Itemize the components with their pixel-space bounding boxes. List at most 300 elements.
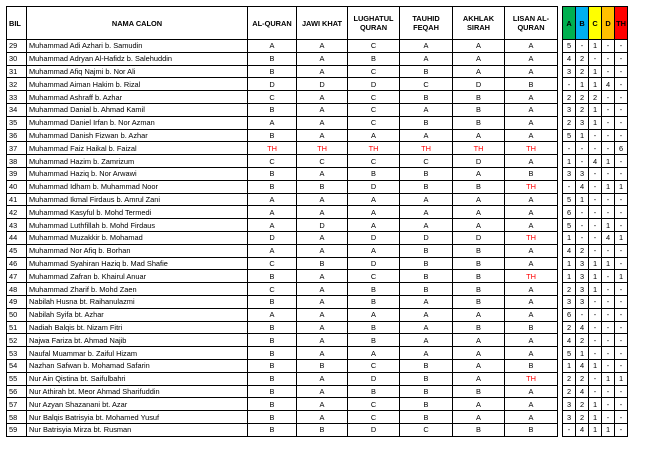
row-grade-lisan-al-quran: A xyxy=(505,219,558,232)
row-grade-lughatul-quran: D xyxy=(348,257,400,270)
row-count-d: - xyxy=(602,193,615,206)
row-count-d: 4 xyxy=(602,78,615,91)
row-count-d: - xyxy=(602,359,615,372)
row-grade-lisan-al-quran: A xyxy=(505,347,558,360)
row-bil: 53 xyxy=(7,347,27,360)
row-count-th: - xyxy=(615,129,628,142)
header-grade-b: B xyxy=(576,7,589,40)
table-row xyxy=(7,52,628,65)
row-count-b: 1 xyxy=(576,193,589,206)
row-grade-lisan-al-quran: A xyxy=(505,193,558,206)
row-count-a: 5 xyxy=(563,219,576,232)
row-count-d: - xyxy=(602,40,615,53)
row-count-th: - xyxy=(615,116,628,129)
row-grade-lughatul-quran: C xyxy=(348,411,400,424)
table-row xyxy=(7,321,628,334)
header-grade-th: TH xyxy=(615,7,628,40)
row-grade-al-quran: A xyxy=(248,308,297,321)
row-count-d: - xyxy=(602,52,615,65)
row-grade-tauhid-feqah: A xyxy=(400,40,453,53)
row-grade-al-quran: C xyxy=(248,257,297,270)
row-grade-akhlak-sirah: A xyxy=(453,129,505,142)
row-grade-lughatul-quran: B xyxy=(348,167,400,180)
table-row xyxy=(7,103,628,116)
row-count-a: 5 xyxy=(563,40,576,53)
row-grade-jawi-khat: A xyxy=(297,40,348,53)
row-grade-lughatul-quran: A xyxy=(348,244,400,257)
row-bil: 56 xyxy=(7,385,27,398)
row-count-th: - xyxy=(615,359,628,372)
row-grade-al-quran: A xyxy=(248,244,297,257)
row-grade-lughatul-quran: C xyxy=(348,270,400,283)
row-nama-calon: Nur Athirah bt. Meor Ahmad Sharifuddin xyxy=(27,385,248,398)
header-al-quran: AL-QURAN xyxy=(248,7,297,40)
row-nama-calon: Nazhan Safwan b. Mohamad Safarin xyxy=(27,359,248,372)
header-tauhid-feqah: TAUHID FEQAH xyxy=(400,7,453,40)
row-grade-al-quran: B xyxy=(248,180,297,193)
row-grade-lughatul-quran: A xyxy=(348,347,400,360)
row-count-th: 1 xyxy=(615,231,628,244)
row-count-a: 2 xyxy=(563,283,576,296)
row-grade-lisan-al-quran: A xyxy=(505,155,558,168)
row-grade-lisan-al-quran: A xyxy=(505,283,558,296)
row-count-a: - xyxy=(563,423,576,436)
row-count-a: 3 xyxy=(563,411,576,424)
row-count-b: - xyxy=(576,155,589,168)
table-row xyxy=(7,423,628,436)
row-count-th: - xyxy=(615,193,628,206)
row-count-d: 1 xyxy=(602,155,615,168)
row-count-a: 5 xyxy=(563,193,576,206)
row-grade-lisan-al-quran: A xyxy=(505,257,558,270)
row-grade-lisan-al-quran: A xyxy=(505,65,558,78)
row-bil: 29 xyxy=(7,40,27,53)
row-grade-tauhid-feqah: A xyxy=(400,347,453,360)
row-bil: 47 xyxy=(7,270,27,283)
row-count-c: - xyxy=(589,142,602,155)
row-count-d: - xyxy=(602,334,615,347)
row-count-a: 2 xyxy=(563,91,576,104)
row-grade-tauhid-feqah: A xyxy=(400,103,453,116)
row-grade-lisan-al-quran: A xyxy=(505,308,558,321)
row-nama-calon: Muhammad Idham b. Muhammad Noor xyxy=(27,180,248,193)
row-bil: 43 xyxy=(7,219,27,232)
row-grade-lisan-al-quran: B xyxy=(505,167,558,180)
row-count-a: 3 xyxy=(563,65,576,78)
row-bil: 55 xyxy=(7,372,27,385)
row-grade-lisan-al-quran: B xyxy=(505,359,558,372)
row-grade-al-quran: C xyxy=(248,155,297,168)
row-grade-tauhid-feqah: B xyxy=(400,411,453,424)
row-grade-lisan-al-quran: A xyxy=(505,129,558,142)
row-grade-tauhid-feqah: A xyxy=(400,206,453,219)
row-count-c: - xyxy=(589,219,602,232)
table-row xyxy=(7,283,628,296)
row-nama-calon: Nur Batrisyia Mirza bt. Rusman xyxy=(27,423,248,436)
row-grade-lughatul-quran: C xyxy=(348,116,400,129)
header-grade-d: D xyxy=(602,7,615,40)
row-nama-calon: Muhammad Ikmal Firdaus b. Amrul Zani xyxy=(27,193,248,206)
table-row xyxy=(7,129,628,142)
row-count-b: - xyxy=(576,142,589,155)
row-count-d: - xyxy=(602,283,615,296)
row-grade-lughatul-quran: A xyxy=(348,193,400,206)
row-grade-tauhid-feqah: C xyxy=(400,155,453,168)
row-count-th: - xyxy=(615,65,628,78)
row-grade-tauhid-feqah: D xyxy=(400,231,453,244)
row-count-d: - xyxy=(602,244,615,257)
row-bil: 39 xyxy=(7,167,27,180)
row-count-d: - xyxy=(602,167,615,180)
row-bil: 45 xyxy=(7,244,27,257)
row-count-a: - xyxy=(563,78,576,91)
row-count-c: - xyxy=(589,52,602,65)
row-grade-jawi-khat: A xyxy=(297,193,348,206)
row-grade-al-quran: B xyxy=(248,52,297,65)
row-count-d: - xyxy=(602,308,615,321)
row-count-c: 1 xyxy=(589,398,602,411)
table-row xyxy=(7,244,628,257)
row-grade-jawi-khat: D xyxy=(297,78,348,91)
row-grade-jawi-khat: A xyxy=(297,321,348,334)
row-count-b: - xyxy=(576,219,589,232)
row-grade-akhlak-sirah: B xyxy=(453,423,505,436)
row-bil: 44 xyxy=(7,231,27,244)
row-grade-jawi-khat: A xyxy=(297,270,348,283)
row-bil: 41 xyxy=(7,193,27,206)
row-grade-lughatul-quran: C xyxy=(348,40,400,53)
row-grade-tauhid-feqah: A xyxy=(400,308,453,321)
row-grade-lisan-al-quran: A xyxy=(505,206,558,219)
row-grade-akhlak-sirah: B xyxy=(453,244,505,257)
row-grade-akhlak-sirah: B xyxy=(453,270,505,283)
row-nama-calon: Muhammad Daniel Irfan b. Nor Azman xyxy=(27,116,248,129)
table-row xyxy=(7,65,628,78)
row-grade-akhlak-sirah: A xyxy=(453,65,505,78)
row-grade-lughatul-quran: A xyxy=(348,206,400,219)
row-nama-calon: Nabilah Syifa bt. Azhar xyxy=(27,308,248,321)
row-grade-tauhid-feqah: B xyxy=(400,180,453,193)
row-nama-calon: Nadiah Balqis bt. Nizam Fitri xyxy=(27,321,248,334)
row-grade-lisan-al-quran: A xyxy=(505,398,558,411)
row-grade-al-quran: A xyxy=(248,116,297,129)
row-grade-al-quran: D xyxy=(248,78,297,91)
row-nama-calon: Nur Balqis Batrisyia bt. Mohamed Yusuf xyxy=(27,411,248,424)
row-count-th: - xyxy=(615,321,628,334)
row-grade-lughatul-quran: D xyxy=(348,78,400,91)
row-bil: 46 xyxy=(7,257,27,270)
row-count-c: - xyxy=(589,180,602,193)
row-count-d: - xyxy=(602,65,615,78)
row-count-a: 1 xyxy=(563,270,576,283)
row-bil: 50 xyxy=(7,308,27,321)
row-count-b: - xyxy=(576,231,589,244)
row-count-b: 2 xyxy=(576,411,589,424)
row-nama-calon: Nur Ain Qistina bt. Saifulbahri xyxy=(27,372,248,385)
row-count-th: - xyxy=(615,52,628,65)
row-count-th: - xyxy=(615,206,628,219)
row-count-b: 2 xyxy=(576,334,589,347)
row-grade-akhlak-sirah: TH xyxy=(453,142,505,155)
row-nama-calon: Muhammad Aiman Hakim b. Rizal xyxy=(27,78,248,91)
table-row xyxy=(7,142,628,155)
results-sheet xyxy=(6,6,628,437)
row-grade-tauhid-feqah: A xyxy=(400,219,453,232)
row-grade-lughatul-quran: A xyxy=(348,308,400,321)
row-count-th: - xyxy=(615,103,628,116)
row-grade-akhlak-sirah: A xyxy=(453,372,505,385)
row-count-c: - xyxy=(589,347,602,360)
row-grade-lisan-al-quran: A xyxy=(505,103,558,116)
row-bil: 57 xyxy=(7,398,27,411)
row-nama-calon: Muhammad Nor Afiq b. Borhan xyxy=(27,244,248,257)
row-count-a: 1 xyxy=(563,359,576,372)
row-grade-akhlak-sirah: A xyxy=(453,40,505,53)
row-count-c: 2 xyxy=(589,91,602,104)
row-grade-tauhid-feqah: A xyxy=(400,129,453,142)
row-count-b: 4 xyxy=(576,423,589,436)
row-count-d: 1 xyxy=(602,219,615,232)
row-grade-akhlak-sirah: D xyxy=(453,78,505,91)
row-count-b: 3 xyxy=(576,257,589,270)
row-grade-lisan-al-quran: TH xyxy=(505,372,558,385)
row-count-b: 3 xyxy=(576,295,589,308)
row-count-d: - xyxy=(602,385,615,398)
row-count-c: 1 xyxy=(589,359,602,372)
row-grade-al-quran: B xyxy=(248,372,297,385)
row-bil: 36 xyxy=(7,129,27,142)
row-grade-al-quran: B xyxy=(248,103,297,116)
header-lughatul-quran: LUGHATUL QURAN xyxy=(348,7,400,40)
row-count-b: - xyxy=(576,206,589,219)
row-nama-calon: Muhammad Danish Fizwan b. Azhar xyxy=(27,129,248,142)
row-grade-tauhid-feqah: B xyxy=(400,257,453,270)
row-grade-lisan-al-quran: A xyxy=(505,244,558,257)
row-grade-tauhid-feqah: TH xyxy=(400,142,453,155)
row-count-b: 2 xyxy=(576,398,589,411)
row-grade-lughatul-quran: C xyxy=(348,155,400,168)
row-grade-lisan-al-quran: TH xyxy=(505,270,558,283)
row-grade-al-quran: B xyxy=(248,270,297,283)
row-grade-jawi-khat: D xyxy=(297,219,348,232)
row-grade-lughatul-quran: TH xyxy=(348,142,400,155)
row-bil: 40 xyxy=(7,180,27,193)
row-count-a: 2 xyxy=(563,116,576,129)
row-grade-jawi-khat: B xyxy=(297,180,348,193)
row-grade-tauhid-feqah: B xyxy=(400,398,453,411)
row-grade-al-quran: A xyxy=(248,206,297,219)
row-grade-al-quran: A xyxy=(248,40,297,53)
row-grade-jawi-khat: B xyxy=(297,423,348,436)
row-nama-calon: Muhammad Haziq b. Nor Arwawi xyxy=(27,167,248,180)
row-grade-jawi-khat: A xyxy=(297,231,348,244)
row-grade-lisan-al-quran: A xyxy=(505,334,558,347)
row-grade-lughatul-quran: C xyxy=(348,398,400,411)
row-grade-jawi-khat: TH xyxy=(297,142,348,155)
row-grade-jawi-khat: A xyxy=(297,283,348,296)
row-grade-lisan-al-quran: B xyxy=(505,78,558,91)
header-akhlak-sirah: AKHLAK SIRAH xyxy=(453,7,505,40)
row-count-th: - xyxy=(615,423,628,436)
table-row xyxy=(7,295,628,308)
row-count-c: 1 xyxy=(589,283,602,296)
header-lisan-al-quran: LISAN AL-QURAN xyxy=(505,7,558,40)
row-count-a: 4 xyxy=(563,52,576,65)
row-count-a: - xyxy=(563,142,576,155)
row-bil: 30 xyxy=(7,52,27,65)
row-count-a: 3 xyxy=(563,167,576,180)
row-grade-al-quran: B xyxy=(248,295,297,308)
row-count-d: - xyxy=(602,270,615,283)
row-grade-lughatul-quran: B xyxy=(348,334,400,347)
row-count-c: - xyxy=(589,206,602,219)
row-grade-jawi-khat: A xyxy=(297,347,348,360)
row-nama-calon: Muhammad Zafran b. Khairul Anuar xyxy=(27,270,248,283)
row-grade-akhlak-sirah: B xyxy=(453,295,505,308)
row-count-b: 3 xyxy=(576,167,589,180)
row-count-b: 1 xyxy=(576,129,589,142)
row-count-b: 3 xyxy=(576,116,589,129)
row-grade-lisan-al-quran: A xyxy=(505,116,558,129)
row-count-b: 1 xyxy=(576,347,589,360)
row-grade-akhlak-sirah: B xyxy=(453,103,505,116)
row-count-th: - xyxy=(615,308,628,321)
table-row xyxy=(7,347,628,360)
row-grade-tauhid-feqah: B xyxy=(400,385,453,398)
row-grade-lughatul-quran: C xyxy=(348,65,400,78)
row-count-d: - xyxy=(602,116,615,129)
row-nama-calon: Muhammad Adi Azhari b. Samudin xyxy=(27,40,248,53)
row-grade-jawi-khat: A xyxy=(297,129,348,142)
row-grade-lughatul-quran: A xyxy=(348,129,400,142)
header-bil: BIL xyxy=(7,7,27,40)
row-count-th: - xyxy=(615,398,628,411)
row-grade-al-quran: B xyxy=(248,65,297,78)
row-count-d: - xyxy=(602,347,615,360)
table-row xyxy=(7,40,628,53)
row-count-d: 1 xyxy=(602,257,615,270)
row-count-c: 4 xyxy=(589,155,602,168)
row-grade-akhlak-sirah: A xyxy=(453,308,505,321)
row-count-c: 1 xyxy=(589,65,602,78)
row-grade-tauhid-feqah: B xyxy=(400,244,453,257)
row-count-b: 4 xyxy=(576,180,589,193)
row-grade-jawi-khat: A xyxy=(297,103,348,116)
table-row xyxy=(7,180,628,193)
row-count-th: - xyxy=(615,334,628,347)
row-grade-lisan-al-quran: A xyxy=(505,40,558,53)
row-grade-akhlak-sirah: D xyxy=(453,155,505,168)
row-grade-lisan-al-quran: TH xyxy=(505,231,558,244)
row-grade-al-quran: TH xyxy=(248,142,297,155)
row-grade-al-quran: C xyxy=(248,91,297,104)
row-grade-akhlak-sirah: A xyxy=(453,359,505,372)
row-grade-tauhid-feqah: A xyxy=(400,295,453,308)
row-count-c: - xyxy=(589,372,602,385)
row-count-d: - xyxy=(602,129,615,142)
row-grade-tauhid-feqah: B xyxy=(400,116,453,129)
row-grade-lughatul-quran: C xyxy=(348,91,400,104)
row-bil: 48 xyxy=(7,283,27,296)
row-grade-lughatul-quran: B xyxy=(348,321,400,334)
row-bil: 54 xyxy=(7,359,27,372)
row-nama-calon: Muhammad Kasyful b. Mohd Termedi xyxy=(27,206,248,219)
row-grade-lughatul-quran: D xyxy=(348,423,400,436)
row-grade-tauhid-feqah: B xyxy=(400,65,453,78)
row-grade-tauhid-feqah: B xyxy=(400,359,453,372)
row-count-b: - xyxy=(576,40,589,53)
row-count-d: - xyxy=(602,142,615,155)
row-count-d: 1 xyxy=(602,180,615,193)
row-grade-lisan-al-quran: A xyxy=(505,411,558,424)
row-count-th: - xyxy=(615,244,628,257)
row-nama-calon: Muhammad Faiz Haikal b. Faizal xyxy=(27,142,248,155)
row-nama-calon: Muhammad Muzakkir b. Mohamad xyxy=(27,231,248,244)
row-grade-al-quran: C xyxy=(248,283,297,296)
table-body xyxy=(7,40,628,437)
row-count-d: - xyxy=(602,103,615,116)
row-nama-calon: Nur Azyan Shazanani bt. Azar xyxy=(27,398,248,411)
row-count-a: 3 xyxy=(563,398,576,411)
row-grade-jawi-khat: A xyxy=(297,334,348,347)
row-bil: 51 xyxy=(7,321,27,334)
row-grade-tauhid-feqah: B xyxy=(400,91,453,104)
row-grade-lughatul-quran: B xyxy=(348,283,400,296)
row-grade-jawi-khat: A xyxy=(297,244,348,257)
row-count-b: 2 xyxy=(576,91,589,104)
row-grade-lughatul-quran: B xyxy=(348,52,400,65)
row-grade-lughatul-quran: C xyxy=(348,359,400,372)
row-count-th: - xyxy=(615,347,628,360)
row-bil: 35 xyxy=(7,116,27,129)
row-count-a: - xyxy=(563,180,576,193)
row-nama-calon: Muhammad Zharif b. Mohd Zaen xyxy=(27,283,248,296)
table-row xyxy=(7,155,628,168)
row-count-d: - xyxy=(602,411,615,424)
row-grade-lisan-al-quran: A xyxy=(505,295,558,308)
table-row xyxy=(7,206,628,219)
row-bil: 37 xyxy=(7,142,27,155)
row-count-a: 3 xyxy=(563,103,576,116)
row-count-a: 2 xyxy=(563,372,576,385)
row-count-th: - xyxy=(615,155,628,168)
row-grade-tauhid-feqah: B xyxy=(400,283,453,296)
row-count-a: 2 xyxy=(563,385,576,398)
row-count-c: 1 xyxy=(589,78,602,91)
row-count-c: - xyxy=(589,334,602,347)
row-bil: 33 xyxy=(7,91,27,104)
row-grade-al-quran: B xyxy=(248,167,297,180)
row-count-a: 1 xyxy=(563,231,576,244)
row-grade-tauhid-feqah: A xyxy=(400,193,453,206)
row-count-th: - xyxy=(615,219,628,232)
row-count-c: 1 xyxy=(589,270,602,283)
row-grade-jawi-khat: A xyxy=(297,308,348,321)
row-count-a: 4 xyxy=(563,334,576,347)
table-row xyxy=(7,231,628,244)
row-count-th: - xyxy=(615,295,628,308)
row-grade-jawi-khat: A xyxy=(297,206,348,219)
row-bil: 31 xyxy=(7,65,27,78)
row-grade-akhlak-sirah: A xyxy=(453,398,505,411)
row-nama-calon: Muhammad Danial b. Ahmad Kamil xyxy=(27,103,248,116)
row-grade-jawi-khat: C xyxy=(297,155,348,168)
row-grade-akhlak-sirah: B xyxy=(453,180,505,193)
row-count-th: 1 xyxy=(615,180,628,193)
row-grade-jawi-khat: A xyxy=(297,91,348,104)
row-grade-tauhid-feqah: A xyxy=(400,334,453,347)
row-grade-al-quran: B xyxy=(248,347,297,360)
